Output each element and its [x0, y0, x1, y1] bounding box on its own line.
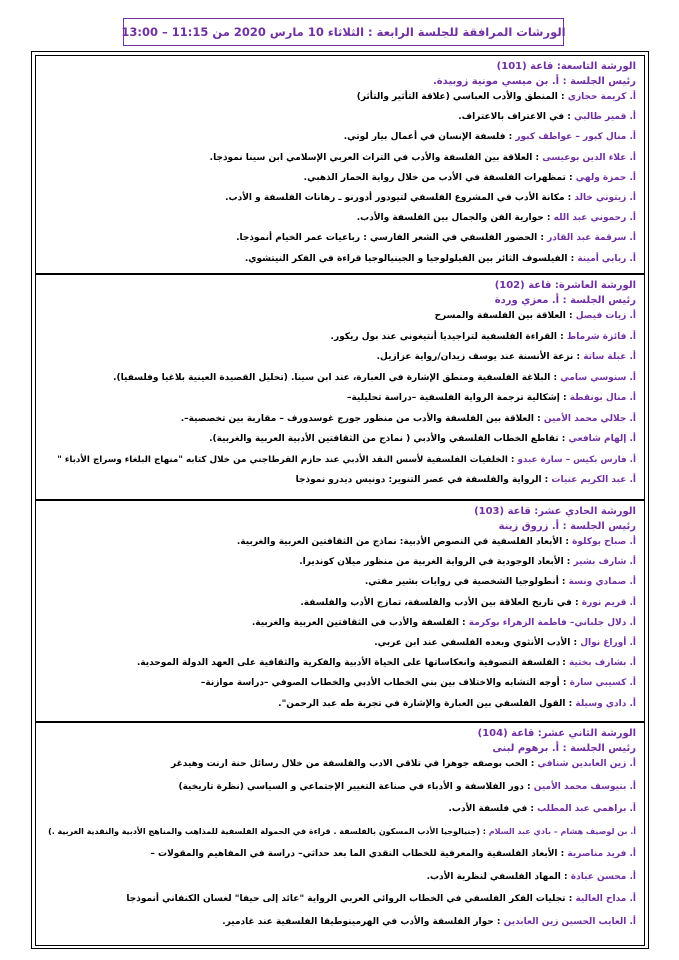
- separator: :: [543, 213, 554, 224]
- paper-item: [44, 131, 636, 143]
- workshops-frame: [31, 51, 649, 949]
- paper-title: تقاطع الخطاب الفلسفي والأدبي ( نماذج من الثقافتين الأدبية العربية والغربية).: [209, 434, 559, 444]
- paper-item: [44, 454, 636, 466]
- paper-item: [44, 677, 636, 689]
- presenter-name: أ. ربابي أمينة: [577, 253, 636, 264]
- chair-label: رئيس الجلسة :: [562, 521, 636, 532]
- paper-title: الحضور الفلسفي في الشعر الفارسي : رباعيات عمر الخيام أنموذجا.: [236, 233, 538, 244]
- chair-name: أ. زروق زينة: [498, 521, 560, 532]
- paper-item: [44, 331, 636, 343]
- paper-item: [44, 826, 636, 838]
- separator: :: [557, 92, 568, 102]
- paper-title: العلاقة بين الفلسفة والأدب من منظور جورج غوسدورف – مقاربة بين تخصصية–.: [180, 413, 534, 424]
- paper-title: فلسفة الإنسان في أعمال بيار لوتي.: [343, 132, 506, 143]
- chair-label: رئيس الجلسة :: [562, 295, 636, 306]
- paper-item: [44, 212, 636, 224]
- presenter-name: أ. مداح العالية: [575, 894, 636, 904]
- paper-title: المنطق والأدب العباسي (علاقة التأثير والتأثر): [356, 92, 558, 102]
- workshop-9: [35, 55, 645, 274]
- paper-item: [44, 597, 636, 609]
- separator: :: [507, 454, 518, 465]
- presenter-name: أ. رحموني عبد الله: [553, 213, 636, 224]
- paper-item: [44, 758, 636, 770]
- separator: :: [523, 781, 534, 792]
- separator: :: [562, 537, 573, 547]
- paper-item: [44, 433, 636, 445]
- presenter-name: أ. علاء الدين بوعيسى: [542, 152, 636, 163]
- separator: :: [533, 413, 544, 424]
- separator: :: [565, 311, 576, 321]
- separator: :: [559, 678, 570, 689]
- paper-item: [44, 172, 636, 184]
- paper-title: الفلسفة والأدب في الثقافتين العربية والغربية.: [251, 617, 459, 628]
- chair-name: أ. برهوم لبنى: [492, 743, 560, 754]
- paper-title: البلاغة الفلسفية ومنطق الإشارة في العبارة، عند ابن سينا. (تحليل القصيدة العينية بلاغيا وفلسفيا).: [113, 372, 551, 383]
- paper-item: [44, 310, 636, 322]
- separator: :: [570, 637, 581, 648]
- paper-item: [44, 192, 636, 204]
- paper-item: [44, 637, 636, 649]
- presenter-name: أ. عبلة ساتة: [583, 352, 636, 362]
- separator: :: [550, 372, 561, 383]
- paper-title: القراءة الفلسفية لتراجيديا أنتيغوني عند بول ريكور.: [330, 331, 558, 342]
- paper-title: في الاعتراف بالاعتراف.: [458, 112, 565, 123]
- paper-item: [44, 576, 636, 588]
- presenter-name: أ. العايب الحسين زين العابدين: [503, 916, 636, 927]
- paper-title: حوارية الفن والجمال بين الفلسفة والأدب.: [356, 213, 544, 224]
- presenter-name: أ. زين العابدين شنافي: [537, 759, 636, 769]
- paper-item: [44, 698, 636, 710]
- chair-name: أ. بن ميسي مونية زوبيدة.: [432, 76, 560, 87]
- paper-item: [44, 372, 636, 384]
- paper-title: نزعة الأنسنة عند يوسف زيدان/رواية عزازيل.: [376, 352, 574, 362]
- presenter-name: أ. عبد الكريم عنيات: [551, 475, 636, 485]
- separator: :: [565, 894, 576, 904]
- paper-item: [44, 916, 636, 928]
- workshop-10: [35, 274, 645, 500]
- paper-item: [44, 253, 636, 265]
- separator: :: [565, 172, 576, 183]
- separator: :: [560, 871, 571, 882]
- separator: :: [557, 331, 567, 342]
- presenter-name: أ. صباح بوكلوة: [572, 537, 636, 547]
- page-title: الورشات المرافقة للجلسة الرابعة : الثلاثاء 10 مارس 2020 من 11:15 – 13:00: [123, 18, 564, 46]
- presenter-name: أ. بنيوسف محمد الأمين: [533, 781, 636, 792]
- workshop-11: [35, 500, 645, 722]
- paper-title: إشكالية ترجمة الرواية الفلسفية –دراسة تحليلية–: [346, 393, 560, 403]
- paper-item: [44, 657, 636, 669]
- separator: :: [480, 826, 489, 836]
- presenter-name: أ. قمير طالبي: [574, 112, 636, 123]
- separator: :: [573, 352, 584, 362]
- presenter-name: أ. حمزة ولهي: [575, 172, 636, 183]
- presenter-name: أ. جلالي محمد الأمين: [543, 413, 636, 424]
- paper-title: العلاقة بين الفلسفة والأدب في التراث العربي الإسلامي ابن سينا نموذجا.: [209, 152, 533, 163]
- presenter-name: أ. زيتوني خالد: [574, 192, 636, 203]
- paper-title: المهاد الفلسفي لنظرية الأدب.: [426, 871, 561, 882]
- paper-title: الخلفيات الفلسفية لأسس النقد الأدبي عند حازم القرطاجني من خلال كتابه "منهاج البلغاء وسراج الأدباء ": [57, 454, 508, 465]
- paper-title: الأدب الأنثوي وبعده الفلسفي عند ابن عربي.: [374, 637, 571, 648]
- presenter-name: أ. سرقمة عبد القادر: [547, 233, 636, 244]
- paper-item: [44, 893, 636, 905]
- paper-title: الفيلسوف الثائر بين الفيلولوجيا و الجينيالوجيا قراءة في الفكر النيتشوي.: [244, 253, 568, 264]
- separator: :: [564, 112, 574, 123]
- paper-title: الأبعاد الفلسفية والمعرفية للخطاب النقدي الما بعد حداثي– دراسة في المفاهيم والمقولات –: [150, 849, 558, 859]
- separator: :: [571, 597, 582, 608]
- separator: :: [559, 658, 569, 669]
- paper-title: دور الفلاسفة و الأدباء في صناعة التغيير الإجتماعي و السياسي (نظرة تاريخية): [178, 781, 524, 792]
- workshop-heading: الورشة العاشرة: قاعة (102): [494, 280, 636, 291]
- separator: :: [557, 849, 568, 859]
- paper-title: أوجه التشابه والاختلاف بين بني الخطاب الأدبي والخطاب الصوفي –دراسة موازنة–: [200, 678, 560, 689]
- workshop-chair: [44, 74, 636, 89]
- paper-title: الرواية والفلسفة في عصر التنوير: دونيس ديدرو نموذجا: [295, 475, 542, 485]
- chair-name: أ. معزي وردة: [494, 295, 560, 306]
- paper-title: (جنيالوجيا الأدب المسكون بالفلسفة . قراءة في الحمولة الفلسفية للمذاهب والمناهج الأدبية والنقدية الغربية .): [48, 826, 481, 836]
- presenter-name: أ. دلال جلباني– فاطمة الزهراء بوكرمة: [468, 617, 636, 628]
- presenter-name: أ. زيات فيصل: [575, 311, 636, 321]
- presenter-name: أ. شارف بشير: [573, 557, 636, 568]
- paper-item: [44, 392, 636, 404]
- separator: :: [458, 617, 469, 628]
- paper-title: مكانة الأدب في المشروع الفلسفي لتيودور أدورنو ـ رهانات الفلسفة و الأدب.: [225, 192, 565, 203]
- paper-title: تجليات الفكر الفلسفي في الخطاب الروائي العربي الرواية "عائد إلى حيفا" لغسان الكنفاني أنموذجا: [126, 894, 566, 904]
- separator: :: [493, 916, 504, 927]
- paper-title: الفلسفة التصوفية وانعكاساتها على الحياة الأدبية والفكرية والثقافية على العهد الدولة الموحدية.: [136, 658, 560, 669]
- paper-item: [44, 871, 636, 883]
- paper-title: الأبعاد الوجودية في الرواية الغربية من منظور ميلان كونديرا.: [299, 557, 564, 568]
- paper-item: [44, 803, 636, 815]
- workshop-chair: [44, 741, 636, 756]
- paper-title: الأبعاد الفلسفية في النصوص الأدبية: نماذج من الثقافتين العربية والغربية.: [236, 537, 563, 547]
- chair-label: رئيس الجلسة :: [562, 76, 636, 87]
- presenter-name: أ. منال بونقطة: [569, 393, 636, 403]
- workshop-heading: الورشة التاسعة: قاعة (101): [496, 61, 636, 72]
- paper-title: في تاريخ العلاقة بين الأدب والفلسفة، تمازج الأدب والفلسفة.: [300, 597, 572, 608]
- separator: :: [558, 434, 569, 444]
- paper-item: [44, 536, 636, 548]
- paper-title: العلاقة بين الفلسفة والمسرح: [434, 311, 566, 321]
- presenter-name: أ. فائزة شرماط: [566, 331, 636, 342]
- presenter-name: أ. كريمة حجازي: [567, 92, 636, 102]
- paper-title: حوار الفلسفة والأدب في الهرمينوطيقا الفلسفية عند غادمير.: [222, 916, 494, 927]
- presenter-name: أ. فارس بكيس – سارة عبدو: [517, 454, 636, 465]
- paper-item: [44, 91, 636, 103]
- chair-label: رئيس الجلسة :: [562, 743, 636, 754]
- separator: :: [558, 577, 569, 588]
- paper-title: أنطولوجيا الشخصية في روايات بشير مفتي.: [364, 577, 559, 588]
- separator: :: [505, 132, 516, 143]
- separator: :: [541, 475, 552, 485]
- paper-item: [44, 617, 636, 629]
- presenter-name: أ. أوراغ نوال: [580, 637, 636, 648]
- workshop-heading: الورشة الحادي عشر: قاعة (103): [474, 506, 636, 517]
- presenter-name: أ. قريم نورة: [581, 597, 636, 608]
- separator: :: [527, 804, 538, 814]
- paper-title: الحب بوصفه جوهرا في تلاقي الادب والفلسفة من خلال رسائل حنة ارنت وهيدغر: [171, 759, 528, 769]
- separator: :: [559, 393, 570, 403]
- presenter-name: أ. دادي وسيلة: [575, 698, 636, 709]
- presenter-name: أ. براهمي عبد المطلب: [537, 804, 636, 814]
- presenter-name: أ. صمادي ونسة: [568, 577, 636, 588]
- presenter-name: أ. فريد مناصرية: [567, 849, 636, 859]
- presenter-name: أ. بن لوصيف هشام – بادي عبد السلام: [488, 826, 636, 836]
- presenter-name: أ. كسيبي سارة: [569, 678, 636, 689]
- separator: :: [565, 698, 576, 709]
- separator: :: [567, 253, 578, 264]
- paper-item: [44, 781, 636, 793]
- paper-item: [44, 556, 636, 568]
- workshop-heading: الورشة الثاني عشر: قاعة (104): [477, 728, 636, 739]
- presenter-name: أ. بشارف بختية: [569, 658, 636, 669]
- paper-item: [44, 848, 636, 860]
- presenter-name: أ. سنوسي سامي: [560, 372, 636, 383]
- workshop-chair: [44, 519, 636, 534]
- paper-item: [44, 413, 636, 425]
- separator: :: [532, 152, 543, 163]
- paper-item: [44, 351, 636, 363]
- separator: :: [527, 759, 538, 769]
- workshop-12: [35, 722, 645, 946]
- presenter-name: أ. منال كبور – عواطف كبور: [515, 132, 636, 143]
- paper-item: [44, 111, 636, 123]
- presenter-name: أ. إلهام شافعي: [568, 434, 636, 444]
- workshop-chair: [44, 293, 636, 308]
- paper-item: [44, 232, 636, 244]
- paper-item: [44, 474, 636, 486]
- paper-item: [44, 152, 636, 164]
- separator: :: [564, 192, 575, 203]
- paper-title: القول الفلسفي بين العبارة والإشارة في تجربة طه عبد الرحمن".: [278, 698, 566, 709]
- presenter-name: أ. محسن عبادة: [570, 871, 636, 882]
- separator: :: [563, 557, 574, 568]
- paper-title: تمظهرات الفلسفة في الأدب من خلال رواية الحمار الذهبي.: [303, 172, 566, 183]
- separator: :: [537, 233, 548, 244]
- paper-title: في فلسفة الأدب.: [448, 804, 528, 814]
